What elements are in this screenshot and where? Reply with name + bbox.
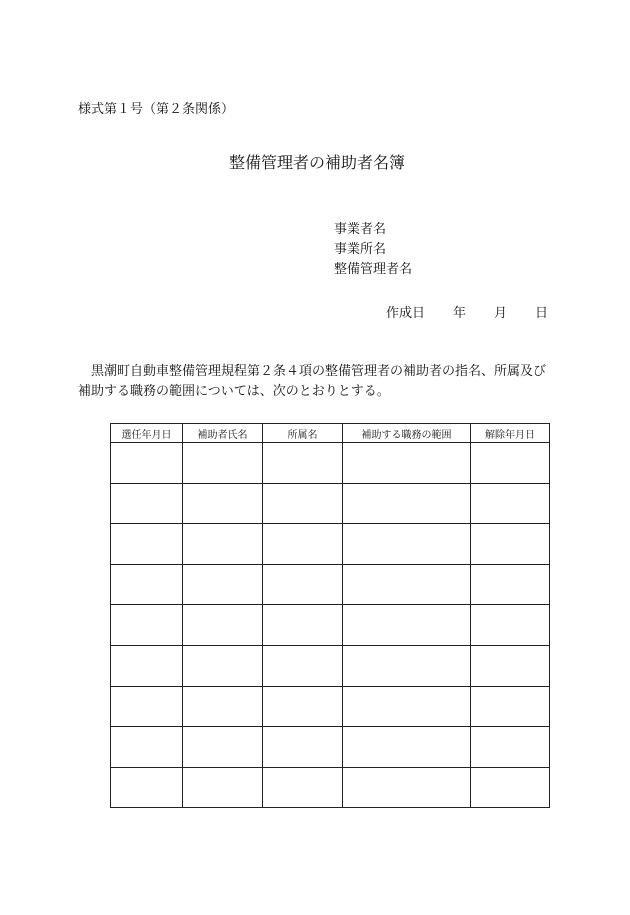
duty-scope-cell[interactable] — [343, 645, 471, 686]
table-body — [111, 443, 550, 808]
appointment-date-cell[interactable] — [111, 727, 183, 768]
table-row — [111, 564, 550, 605]
assistant-name-cell[interactable] — [183, 767, 263, 808]
document-title: 整備管理者の補助者名簿 — [228, 153, 405, 172]
operator-name-label: 事業者名 — [334, 222, 387, 237]
assistant-name-cell[interactable] — [183, 524, 263, 565]
header-duty-scope: 補助する職務の範囲 — [343, 424, 471, 443]
year-label: 年 — [452, 306, 466, 321]
appointment-date-cell[interactable] — [111, 645, 183, 686]
assistant-name-cell[interactable] — [183, 483, 263, 524]
duty-scope-cell[interactable] — [343, 767, 471, 808]
header-appointment-date: 選任年月日 — [111, 424, 183, 443]
affiliation-cell[interactable] — [263, 483, 343, 524]
affiliation-cell[interactable] — [263, 727, 343, 768]
appointment-date-cell[interactable] — [111, 524, 183, 565]
duty-scope-cell[interactable] — [343, 686, 471, 727]
table-row — [111, 645, 550, 686]
release-date-cell[interactable] — [471, 564, 550, 605]
affiliation-cell[interactable] — [263, 524, 343, 565]
header-affiliation: 所属名 — [263, 424, 343, 443]
appointment-date-cell[interactable] — [111, 767, 183, 808]
release-date-cell[interactable] — [471, 645, 550, 686]
assistant-name-cell[interactable] — [183, 645, 263, 686]
duty-scope-cell[interactable] — [343, 443, 471, 484]
assistant-name-cell[interactable] — [183, 686, 263, 727]
manager-name-label: 整備管理者名 — [334, 262, 413, 277]
appointment-date-cell[interactable] — [111, 605, 183, 646]
assistant-name-cell[interactable] — [183, 564, 263, 605]
assistant-name-cell[interactable] — [183, 605, 263, 646]
assistant-name-cell[interactable] — [183, 443, 263, 484]
body-paragraph: 黒潮町自動車整備管理規程第２条４項の整備管理者の補助者の指名、所属及び補助する職務の範囲については、次のとおりとする。 — [78, 364, 547, 399]
table-row — [111, 605, 550, 646]
table-row — [111, 686, 550, 727]
duty-scope-cell[interactable] — [343, 564, 471, 605]
affiliation-cell[interactable] — [263, 686, 343, 727]
appointment-date-cell[interactable] — [111, 443, 183, 484]
appointment-date-cell[interactable] — [111, 564, 183, 605]
release-date-cell[interactable] — [471, 686, 550, 727]
header-release-date: 解除年月日 — [471, 424, 550, 443]
release-date-cell[interactable] — [471, 483, 550, 524]
duty-scope-cell[interactable] — [343, 483, 471, 524]
table-row — [111, 524, 550, 565]
table-row — [111, 483, 550, 524]
table-header-row — [111, 424, 550, 443]
duty-scope-cell[interactable] — [343, 605, 471, 646]
submitter-block — [334, 220, 412, 280]
office-name-label: 事業所名 — [334, 242, 387, 257]
creation-date-line — [386, 302, 548, 321]
appointment-date-cell[interactable] — [111, 483, 183, 524]
header-assistant-name: 補助者氏名 — [183, 424, 263, 443]
affiliation-cell[interactable] — [263, 645, 343, 686]
assistant-name-cell[interactable] — [183, 727, 263, 768]
form-number: 様式第１号（第２条関係） — [78, 102, 235, 117]
table-row — [111, 767, 550, 808]
table-row — [111, 727, 550, 768]
release-date-cell[interactable] — [471, 524, 550, 565]
affiliation-cell[interactable] — [263, 767, 343, 808]
release-date-cell[interactable] — [471, 767, 550, 808]
affiliation-cell[interactable] — [263, 443, 343, 484]
duty-scope-cell[interactable] — [343, 727, 471, 768]
duty-scope-cell[interactable] — [343, 524, 471, 565]
appointment-date-cell[interactable] — [111, 686, 183, 727]
affiliation-cell[interactable] — [263, 564, 343, 605]
table-row — [111, 443, 550, 484]
release-date-cell[interactable] — [471, 443, 550, 484]
assistant-registry-table — [110, 423, 550, 808]
affiliation-cell[interactable] — [263, 605, 343, 646]
month-label: 月 — [493, 306, 507, 321]
creation-date-label: 作成日 — [385, 306, 425, 321]
day-label: 日 — [534, 306, 548, 321]
release-date-cell[interactable] — [471, 605, 550, 646]
release-date-cell[interactable] — [471, 727, 550, 768]
